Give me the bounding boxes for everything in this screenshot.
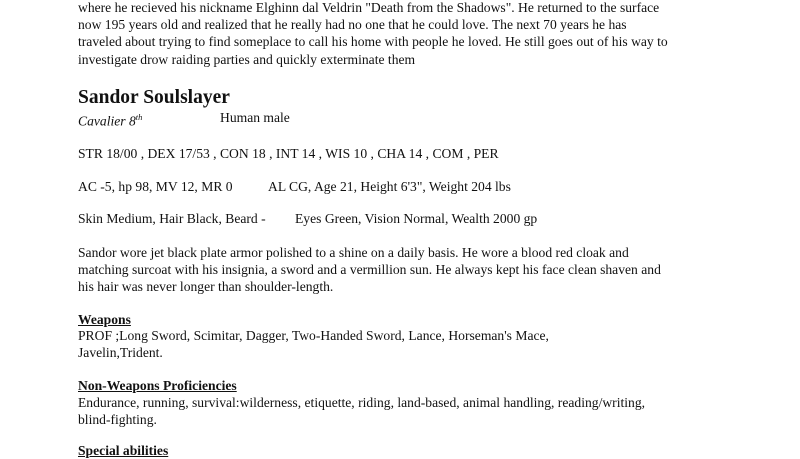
- description-line-2: his hair was never longer than shoulder-length.: [78, 279, 334, 294]
- weapons-line-1: Javelin,Trident.: [78, 345, 163, 360]
- intro-line-2: traveled about trying to find someplace to call his home with people he loved. He still goes out of his way to: [78, 34, 668, 49]
- appearance-line: Skin Medium, Hair Black, Beard -: [78, 211, 266, 226]
- nonweapons-line-1: blind-fighting.: [78, 412, 157, 427]
- level-suffix: th: [135, 112, 143, 122]
- special-heading: Special abilities: [78, 443, 169, 458]
- nonweapons-line-0: Endurance, running, survival:wilderness, etiquette, riding, land-based, animal handling, reading/writing,: [78, 395, 646, 410]
- class-level: 8: [128, 113, 136, 129]
- combat-line: AC -5, hp 98, MV 12, MR 0: [78, 179, 233, 194]
- race-gender: Human male: [220, 110, 290, 125]
- class-name: Cavalier: [78, 113, 126, 129]
- weapons-line-0: PROF ;Long Sword, Scimitar, Dagger, Two-Handed Sword, Lance, Horseman's Mace,: [78, 328, 549, 343]
- nonweapons-heading: Non-Weapons Proficiencies: [78, 378, 237, 393]
- character-name: Sandor Soulslayer: [78, 87, 230, 108]
- details-line: AL CG, Age 21, Height 6'3", Weight 204 lbs: [268, 179, 511, 194]
- appearance-line-2: Eyes Green, Vision Normal, Wealth 2000 gp: [295, 211, 538, 226]
- stats-line: STR 18/00 , DEX 17/53 , CON 18 , INT 14 , WIS 10 , CHA 14 , COM , PER: [78, 146, 499, 161]
- description-line-1: matching surcoat with his insignia, a sword and a vermillion sun. He always kept his face clean shaven and: [78, 262, 661, 277]
- description-line-0: Sandor wore jet black plate armor polished to a shine on a daily basis. He wore a blood red cloak and: [78, 245, 629, 260]
- class-line: [78, 109, 142, 130]
- intro-line-3: investigate drow raiding parties and quickly exterminate them: [78, 52, 416, 67]
- intro-line-1: now 195 years old and realized that he really had no one that he could love. The next 70 years he has: [78, 17, 627, 32]
- intro-line-0: where he recieved his nickname Elghinn dal Veldrin "Death from the Shadows". He returned to the surface: [78, 0, 660, 15]
- weapons-heading: Weapons: [78, 312, 131, 327]
